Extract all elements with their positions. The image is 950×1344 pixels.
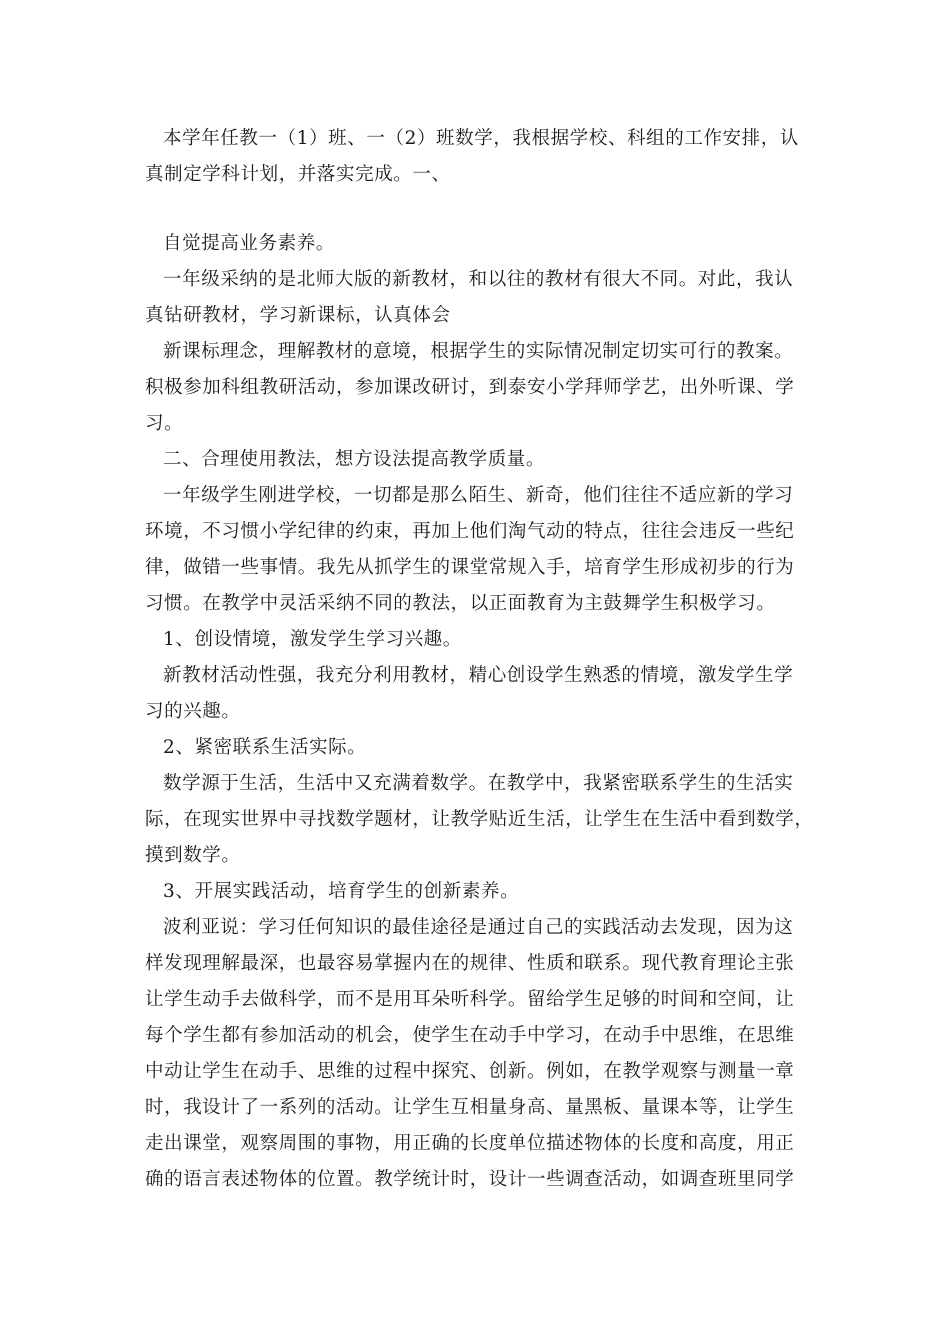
paragraph-line: 习惯。在教学中灵活采纳不同的教法，以正面教育为主鼓舞学生积极学习。 <box>145 593 776 614</box>
subsection-heading: 1、创设情境，激发学生学习兴趣。 <box>163 629 462 650</box>
paragraph-line: 每个学生都有参加活动的机会，使学生在动手中学习，在动手中思维，在思维 <box>145 1025 795 1046</box>
paragraph-line: 数学源于生活，生活中又充满着数学。在教学中，我紧密联系学生的生活实 <box>163 773 794 794</box>
paragraph-line: 自觉提高业务素养。 <box>163 233 335 254</box>
paragraph-line: 新教材活动性强，我充分利用教材，精心创设学生熟悉的情境，激发学生学 <box>163 665 794 686</box>
paragraph-line: 一年级采纳的是北师大版的新教材，和以往的教材有很大不同。对此，我认 <box>163 269 794 290</box>
paragraph-line: 让学生动手去做科学，而不是用耳朵听科学。留给学生足够的时间和空间，让 <box>145 989 795 1010</box>
subsection-heading: 2、紧密联系生活实际。 <box>163 737 367 758</box>
paragraph-line: 样发现理解最深，也最容易掌握内在的规律、性质和联系。现代教育理论主张 <box>145 953 795 974</box>
paragraph-line: 习。 <box>145 413 184 434</box>
section-heading: 二、合理使用教法，想方设法提高教学质量。 <box>163 449 546 470</box>
paragraph-line: 律，做错一些事情。我先从抓学生的课堂常规入手，培育学生形成初步的行为 <box>145 557 795 578</box>
subsection-heading: 3、开展实践活动，培育学生的创新素养。 <box>163 881 520 902</box>
paragraph-line: 一年级学生刚进学校，一切都是那么陌生、新奇，他们往往不适应新的学习 <box>163 485 794 506</box>
paragraph-line: 时，我设计了一系列的活动。让学生互相量身高、量黑板、量课本等，让学生 <box>145 1097 795 1118</box>
paragraph-line: 新课标理念，理解教材的意境，根据学生的实际情况制定切实可行的教案。 <box>163 341 794 362</box>
paragraph-line: 摸到数学。 <box>145 845 241 866</box>
paragraph-line: 真制定学科计划，并落实完成。一、 <box>145 164 451 185</box>
paragraph-line: 际，在现实世界中寻找数学题材，让教学贴近生活，让学生在生活中看到数学， <box>145 809 814 830</box>
paragraph-line: 习的兴趣。 <box>145 701 241 722</box>
paragraph-line: 波利亚说：学习任何知识的最佳途径是通过自己的实践活动去发现，因为这 <box>163 917 794 938</box>
paragraph-line: 积极参加科组教研活动，参加课改研讨，到泰安小学拜师学艺，出外听课、学 <box>145 377 795 398</box>
paragraph-line: 真钻研教材，学习新课标，认真体会 <box>145 305 451 326</box>
paragraph-line: 环境，不习惯小学纪律的约束，再加上他们淘气动的特点，往往会违反一些纪 <box>145 521 795 542</box>
paragraph-line: 本学年任教一（1）班、一（2）班数学，我根据学校、科组的工作安排，认 <box>163 128 799 149</box>
paragraph-line: 确的语言表述物体的位置。教学统计时，设计一些调查活动，如调查班里同学 <box>145 1169 795 1190</box>
paragraph-line: 中动让学生在动手、思维的过程中探究、创新。例如，在教学观察与测量一章 <box>145 1061 795 1082</box>
paragraph-line: 走出课堂，观察周围的事物，用正确的长度单位描述物体的长度和高度，用正 <box>145 1133 795 1154</box>
